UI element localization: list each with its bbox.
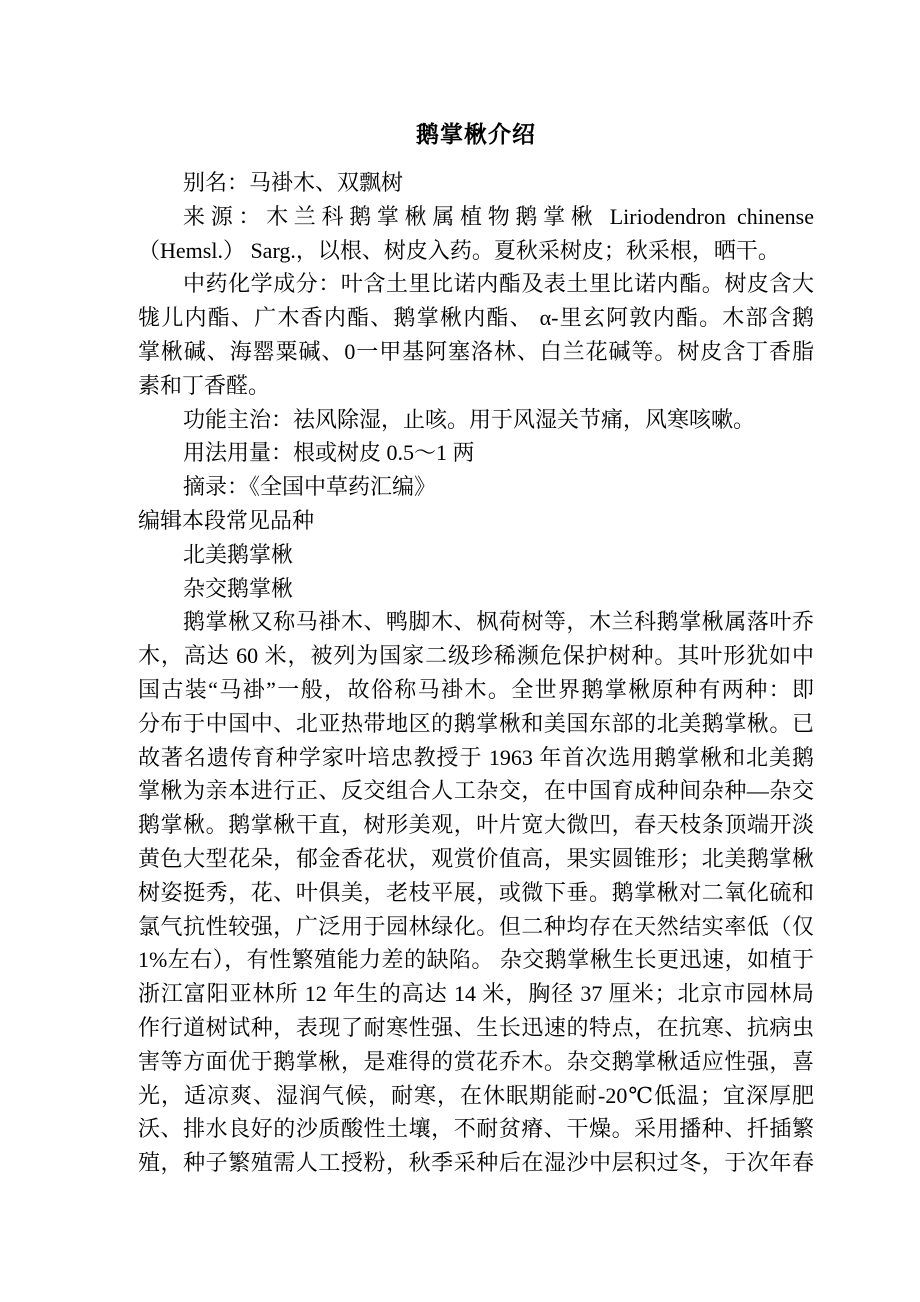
text-line: 杂交鹅掌楸 (183, 575, 294, 601)
text-line: 北美鹅掌楸 (183, 541, 294, 567)
document-title: 鹅掌楸介绍 (416, 122, 536, 147)
text-line: 素和丁香醛。 (138, 372, 271, 398)
text-line: （Hemsl.） Sarg.，以根、树皮入药。夏秋采树皮；秋采根，晒干。 (138, 237, 780, 263)
text-line: 分布于中国中、北亚热带地区的鹅掌楸和美国东部的北美鹅掌楸。已 (138, 710, 814, 736)
text-line: 故著名遗传育种学家叶培忠教授于 1963 年首次选用鹅掌楸和北美鹅 (138, 744, 814, 770)
text-line: 掌楸为亲本进行正、反交组合人工杂交，在中国育成种间杂种—杂交 (138, 778, 814, 804)
text-line: 作行道树试种，表现了耐寒性强、生长迅速的特点，在抗寒、抗病虫 (138, 1014, 814, 1040)
text-line: 牻儿内酯、广木香内酯、鹅掌楸内酯、 α-里玄阿敦内酯。木部含鹅 (138, 305, 814, 331)
text-line: 殖，种子繁殖需人工授粉，秋季采种后在湿沙中层积过冬，于次年春 (138, 1150, 814, 1176)
text-line: 掌楸碱、海罂粟碱、0一甲基阿塞洛林、白兰花碱等。树皮含丁香脂 (138, 338, 814, 364)
text-line: 鹅掌楸又称马褂木、鸭脚木、枫荷树等，木兰科鹅掌楸属落叶乔 (183, 609, 814, 635)
text-line: 害等方面优于鹅掌楸，是难得的赏花乔木。杂交鹅掌楸适应性强，喜 (138, 1048, 814, 1074)
text-line: 1%左右），有性繁殖能力差的缺陷。 杂交鹅掌楸生长更迅速，如植于 (138, 947, 814, 973)
text-line: 国古装“马褂”一般，故俗称马褂木。全世界鹅掌楸原种有两种：即 (138, 676, 814, 702)
text-line: 沃、排水良好的沙质酸性土壤，不耐贫瘠、干燥。采用播种、扦插繁 (138, 1116, 814, 1142)
text-line: 中药化学成分：叶含土里比诺内酯及表土里比诺内酯。树皮含大 (183, 271, 814, 297)
text-line: 氯气抗性较强，广泛用于园林绿化。但二种均存在天然结实率低（仅 (138, 913, 814, 939)
text-line: 来源：木兰科鹅掌楸属植物鹅掌楸 Liriodendron chinense (183, 203, 814, 229)
text-line: 功能主治：祛风除湿，止咳。用于风湿关节痛，风寒咳嗽。 (183, 406, 756, 432)
text-line: 别名：马褂木、双飘树 (183, 170, 404, 195)
text-line: 木，高达 60 米，被列为国家二级珍稀濒危保护树种。其叶形犹如中 (138, 643, 814, 669)
text-line: 浙江富阳亚林所 12 年生的高达 14 米，胸径 37 厘米；北京市园林局 (138, 981, 814, 1007)
text-line: 黄色大型花朵，郁金香花状，观赏价值高，果实圆锥形；北美鹅掌楸 (138, 845, 814, 871)
text-line: 鹅掌楸。鹅掌楸干直，树形美观，叶片宽大微凹，春天枝条顶端开淡 (138, 812, 814, 838)
text-line: 树姿挺秀，花、叶俱美，老枝平展，或微下垂。鹅掌楸对二氧化硫和 (138, 879, 814, 905)
text-line: 用法用量：根或树皮 0.5～1 两 (183, 440, 475, 466)
text-line: 编辑本段常见品种 (138, 507, 315, 533)
text-line: 光，适凉爽、湿润气候，耐寒，在休眠期能耐-20℃低温；宜深厚肥 (138, 1082, 814, 1108)
text-line: 摘录：《全国中草药汇编》 (183, 474, 437, 500)
document-body (138, 166, 814, 1180)
